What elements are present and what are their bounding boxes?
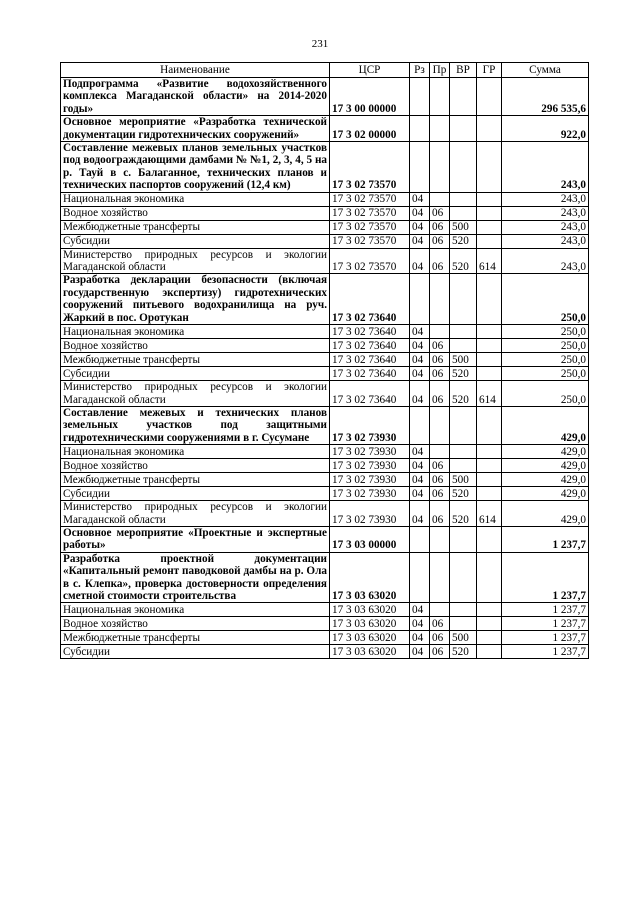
row-csr: 17 3 02 73570 bbox=[330, 248, 410, 274]
row-sum: 296 535,6 bbox=[502, 78, 589, 116]
table-row bbox=[61, 248, 589, 274]
row-gr bbox=[477, 192, 502, 206]
row-rz: 04 bbox=[410, 234, 430, 248]
row-csr: 17 3 02 73640 bbox=[330, 381, 410, 407]
row-name: Разработка проектной документации «Капитальный ремонт паводковой дамбы на р. Ола в с. Клепка», проверка достоверности определения сметной стоимости строительства bbox=[61, 552, 330, 603]
row-pr bbox=[430, 116, 450, 142]
row-pr: 06 bbox=[430, 473, 450, 487]
row-pr: 06 bbox=[430, 339, 450, 353]
header-vr: ВР bbox=[450, 63, 477, 78]
row-name: Национальная экономика bbox=[61, 603, 330, 617]
row-vr bbox=[450, 459, 477, 473]
table-row bbox=[61, 617, 589, 631]
table-row bbox=[61, 501, 589, 527]
table-row bbox=[61, 325, 589, 339]
row-csr: 17 3 02 73930 bbox=[330, 445, 410, 459]
row-csr: 17 3 03 63020 bbox=[330, 645, 410, 659]
row-vr bbox=[450, 325, 477, 339]
row-vr: 520 bbox=[450, 487, 477, 501]
row-gr bbox=[477, 473, 502, 487]
row-rz bbox=[410, 406, 430, 444]
row-sum: 243,0 bbox=[502, 192, 589, 206]
row-rz bbox=[410, 142, 430, 193]
row-sum: 1 237,7 bbox=[502, 552, 589, 603]
row-vr: 500 bbox=[450, 353, 477, 367]
row-sum: 250,0 bbox=[502, 367, 589, 381]
row-pr: 06 bbox=[430, 501, 450, 527]
row-rz: 04 bbox=[410, 631, 430, 645]
row-vr: 520 bbox=[450, 234, 477, 248]
row-vr bbox=[450, 192, 477, 206]
row-vr: 520 bbox=[450, 501, 477, 527]
row-rz: 04 bbox=[410, 603, 430, 617]
row-sum: 243,0 bbox=[502, 220, 589, 234]
row-gr bbox=[477, 274, 502, 325]
row-sum: 1 237,7 bbox=[502, 645, 589, 659]
row-rz: 04 bbox=[410, 353, 430, 367]
row-gr bbox=[477, 645, 502, 659]
row-name: Министерство природных ресурсов и экологии Магаданской области bbox=[61, 381, 330, 407]
table-row bbox=[61, 78, 589, 116]
row-name: Министерство природных ресурсов и экологии Магаданской области bbox=[61, 501, 330, 527]
row-pr bbox=[430, 445, 450, 459]
table-row bbox=[61, 603, 589, 617]
table-row bbox=[61, 631, 589, 645]
row-csr: 17 3 02 73570 bbox=[330, 142, 410, 193]
table-row bbox=[61, 339, 589, 353]
table-row bbox=[61, 234, 589, 248]
row-sum: 429,0 bbox=[502, 459, 589, 473]
row-csr: 17 3 02 73640 bbox=[330, 274, 410, 325]
row-csr: 17 3 02 73930 bbox=[330, 406, 410, 444]
row-pr: 06 bbox=[430, 631, 450, 645]
row-csr: 17 3 02 73930 bbox=[330, 487, 410, 501]
row-gr bbox=[477, 459, 502, 473]
row-name: Министерство природных ресурсов и экологии Магаданской области bbox=[61, 248, 330, 274]
row-sum: 243,0 bbox=[502, 234, 589, 248]
row-vr bbox=[450, 206, 477, 220]
row-vr bbox=[450, 274, 477, 325]
row-name: Межбюджетные трансферты bbox=[61, 473, 330, 487]
row-sum: 243,0 bbox=[502, 248, 589, 274]
row-rz bbox=[410, 552, 430, 603]
row-gr bbox=[477, 526, 502, 552]
row-sum: 250,0 bbox=[502, 325, 589, 339]
row-pr: 06 bbox=[430, 487, 450, 501]
row-sum: 429,0 bbox=[502, 445, 589, 459]
row-rz: 04 bbox=[410, 487, 430, 501]
row-sum: 1 237,7 bbox=[502, 526, 589, 552]
row-rz: 04 bbox=[410, 339, 430, 353]
table-row bbox=[61, 220, 589, 234]
row-csr: 17 3 02 73570 bbox=[330, 220, 410, 234]
row-rz: 04 bbox=[410, 220, 430, 234]
table-row bbox=[61, 445, 589, 459]
row-pr: 06 bbox=[430, 353, 450, 367]
row-sum: 429,0 bbox=[502, 487, 589, 501]
row-sum: 1 237,7 bbox=[502, 617, 589, 631]
row-csr: 17 3 02 73570 bbox=[330, 206, 410, 220]
row-vr bbox=[450, 603, 477, 617]
row-name: Водное хозяйство bbox=[61, 339, 330, 353]
row-name: Субсидии bbox=[61, 645, 330, 659]
row-vr bbox=[450, 339, 477, 353]
row-gr bbox=[477, 325, 502, 339]
row-name: Водное хозяйство bbox=[61, 206, 330, 220]
table-row bbox=[61, 367, 589, 381]
row-gr bbox=[477, 116, 502, 142]
row-name: Составление межевых и технических планов земельных участков под защитными гидротехническими сооружениями в г. Сусумане bbox=[61, 406, 330, 444]
row-pr bbox=[430, 406, 450, 444]
table-row bbox=[61, 381, 589, 407]
row-pr bbox=[430, 274, 450, 325]
row-name: Субсидии bbox=[61, 487, 330, 501]
row-name: Национальная экономика bbox=[61, 192, 330, 206]
row-vr bbox=[450, 445, 477, 459]
row-vr bbox=[450, 526, 477, 552]
row-vr: 500 bbox=[450, 220, 477, 234]
row-gr bbox=[477, 487, 502, 501]
row-rz: 04 bbox=[410, 206, 430, 220]
row-sum: 243,0 bbox=[502, 142, 589, 193]
row-gr bbox=[477, 206, 502, 220]
row-sum: 250,0 bbox=[502, 339, 589, 353]
row-pr bbox=[430, 552, 450, 603]
row-vr: 520 bbox=[450, 645, 477, 659]
row-pr bbox=[430, 78, 450, 116]
row-gr: 614 bbox=[477, 248, 502, 274]
row-sum: 243,0 bbox=[502, 206, 589, 220]
row-csr: 17 3 02 73930 bbox=[330, 473, 410, 487]
row-gr bbox=[477, 406, 502, 444]
row-gr bbox=[477, 339, 502, 353]
row-pr: 06 bbox=[430, 459, 450, 473]
row-gr: 614 bbox=[477, 381, 502, 407]
row-csr: 17 3 03 63020 bbox=[330, 617, 410, 631]
row-name: Национальная экономика bbox=[61, 325, 330, 339]
row-name: Межбюджетные трансферты bbox=[61, 353, 330, 367]
table-row bbox=[61, 459, 589, 473]
row-name: Водное хозяйство bbox=[61, 617, 330, 631]
row-gr bbox=[477, 367, 502, 381]
row-gr: 614 bbox=[477, 501, 502, 527]
page-number: 231 bbox=[311, 38, 329, 50]
row-vr bbox=[450, 116, 477, 142]
row-rz: 04 bbox=[410, 501, 430, 527]
row-rz: 04 bbox=[410, 459, 430, 473]
row-gr bbox=[477, 552, 502, 603]
row-pr: 06 bbox=[430, 645, 450, 659]
row-pr: 06 bbox=[430, 367, 450, 381]
row-sum: 1 237,7 bbox=[502, 631, 589, 645]
table-row bbox=[61, 552, 589, 603]
table-header bbox=[61, 63, 589, 78]
row-csr: 17 3 02 73930 bbox=[330, 501, 410, 527]
row-vr bbox=[450, 78, 477, 116]
table-row bbox=[61, 645, 589, 659]
row-rz bbox=[410, 78, 430, 116]
row-sum: 429,0 bbox=[502, 406, 589, 444]
row-rz: 04 bbox=[410, 325, 430, 339]
row-rz: 04 bbox=[410, 473, 430, 487]
row-pr: 06 bbox=[430, 220, 450, 234]
row-gr bbox=[477, 631, 502, 645]
row-rz: 04 bbox=[410, 617, 430, 631]
table-row bbox=[61, 473, 589, 487]
row-sum: 429,0 bbox=[502, 473, 589, 487]
row-sum: 250,0 bbox=[502, 353, 589, 367]
table-row bbox=[61, 142, 589, 193]
row-gr bbox=[477, 353, 502, 367]
row-csr: 17 3 03 63020 bbox=[330, 603, 410, 617]
row-rz: 04 bbox=[410, 192, 430, 206]
row-rz bbox=[410, 274, 430, 325]
header-pr: Пр bbox=[430, 63, 450, 78]
row-gr bbox=[477, 603, 502, 617]
row-gr bbox=[477, 78, 502, 116]
row-rz: 04 bbox=[410, 381, 430, 407]
row-name: Водное хозяйство bbox=[61, 459, 330, 473]
row-vr bbox=[450, 617, 477, 631]
row-rz: 04 bbox=[410, 445, 430, 459]
table-row bbox=[61, 487, 589, 501]
row-csr: 17 3 02 73570 bbox=[330, 234, 410, 248]
table-row bbox=[61, 406, 589, 444]
row-csr: 17 3 02 73640 bbox=[330, 339, 410, 353]
row-sum: 1 237,7 bbox=[502, 603, 589, 617]
row-sum: 250,0 bbox=[502, 274, 589, 325]
row-pr bbox=[430, 192, 450, 206]
row-name: Межбюджетные трансферты bbox=[61, 631, 330, 645]
row-csr: 17 3 02 00000 bbox=[330, 116, 410, 142]
row-pr bbox=[430, 603, 450, 617]
row-rz bbox=[410, 116, 430, 142]
row-csr: 17 3 02 73570 bbox=[330, 192, 410, 206]
header-gr: ГР bbox=[477, 63, 502, 78]
table-row bbox=[61, 206, 589, 220]
row-pr: 06 bbox=[430, 206, 450, 220]
row-gr bbox=[477, 220, 502, 234]
row-name: Национальная экономика bbox=[61, 445, 330, 459]
row-csr: 17 3 03 63020 bbox=[330, 552, 410, 603]
row-name: Субсидии bbox=[61, 367, 330, 381]
row-rz: 04 bbox=[410, 248, 430, 274]
row-name: Составление межевых планов земельных участков под водоограждающими дамбами № №1, 2, 3, 4, 5 на р. Тауй в с. Балаганное, технических планов и технических паспортов сооружений (12,4 км) bbox=[61, 142, 330, 193]
table-row bbox=[61, 353, 589, 367]
row-vr bbox=[450, 406, 477, 444]
row-vr: 520 bbox=[450, 367, 477, 381]
header-sum: Сумма bbox=[502, 63, 589, 78]
row-gr bbox=[477, 617, 502, 631]
table-body bbox=[61, 78, 589, 659]
row-name: Основное мероприятие «Разработка технической документации гидротехнических сооружений» bbox=[61, 116, 330, 142]
table-row bbox=[61, 116, 589, 142]
row-name: Межбюджетные трансферты bbox=[61, 220, 330, 234]
header-rz: Рз bbox=[410, 63, 430, 78]
row-vr: 520 bbox=[450, 248, 477, 274]
row-name: Субсидии bbox=[61, 234, 330, 248]
row-csr: 17 3 02 73640 bbox=[330, 367, 410, 381]
row-pr: 06 bbox=[430, 381, 450, 407]
row-rz: 04 bbox=[410, 367, 430, 381]
row-gr bbox=[477, 142, 502, 193]
row-rz bbox=[410, 526, 430, 552]
row-csr: 17 3 02 73930 bbox=[330, 459, 410, 473]
row-vr bbox=[450, 142, 477, 193]
row-gr bbox=[477, 234, 502, 248]
row-name: Разработка декларации безопасности (включая государственную экспертизу) гидротехнических сооружений питьевого водохранилища на руч. Жаркий в пос. Оротукан bbox=[61, 274, 330, 325]
row-csr: 17 3 00 00000 bbox=[330, 78, 410, 116]
row-vr: 520 bbox=[450, 381, 477, 407]
row-csr: 17 3 02 73640 bbox=[330, 325, 410, 339]
row-gr bbox=[477, 445, 502, 459]
header-name: Наименование bbox=[61, 63, 330, 78]
row-pr bbox=[430, 142, 450, 193]
header-csr: ЦСР bbox=[330, 63, 410, 78]
row-pr bbox=[430, 526, 450, 552]
row-csr: 17 3 02 73640 bbox=[330, 353, 410, 367]
row-csr: 17 3 03 63020 bbox=[330, 631, 410, 645]
row-sum: 250,0 bbox=[502, 381, 589, 407]
row-sum: 922,0 bbox=[502, 116, 589, 142]
table-row bbox=[61, 274, 589, 325]
row-vr bbox=[450, 552, 477, 603]
table-row bbox=[61, 526, 589, 552]
row-pr: 06 bbox=[430, 234, 450, 248]
row-csr: 17 3 03 00000 bbox=[330, 526, 410, 552]
row-sum: 429,0 bbox=[502, 501, 589, 527]
row-name: Основное мероприятие «Проектные и экспертные работы» bbox=[61, 526, 330, 552]
row-name: Подпрограмма «Развитие водохозяйственного комплекса Магаданской области» на 2014-2020 годы» bbox=[61, 78, 330, 116]
budget-table bbox=[60, 62, 589, 659]
row-pr: 06 bbox=[430, 617, 450, 631]
row-vr: 500 bbox=[450, 631, 477, 645]
row-rz: 04 bbox=[410, 645, 430, 659]
row-pr bbox=[430, 325, 450, 339]
row-pr: 06 bbox=[430, 248, 450, 274]
table-row bbox=[61, 192, 589, 206]
row-vr: 500 bbox=[450, 473, 477, 487]
